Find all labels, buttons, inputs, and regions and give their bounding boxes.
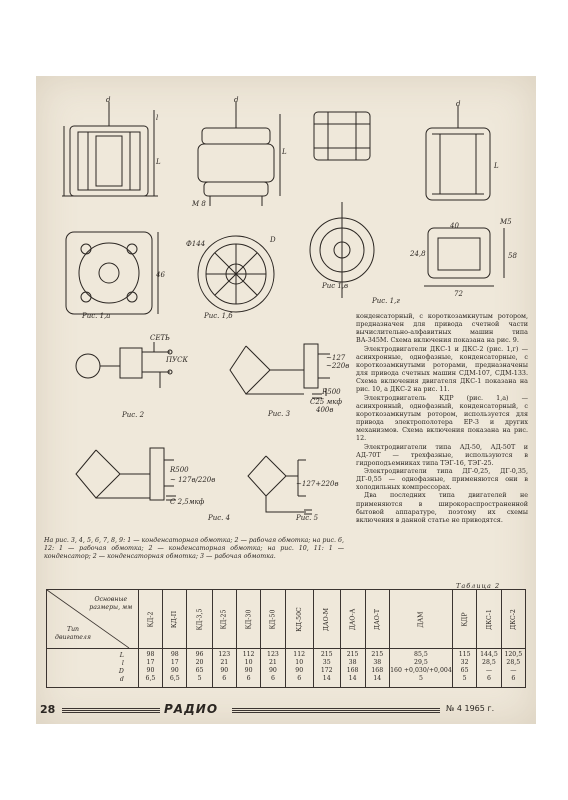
cell-value: 168 [346, 667, 359, 674]
cell-value: 215 [346, 651, 359, 658]
cell-value: 120,5 [504, 651, 523, 658]
table-column-header [340, 590, 365, 649]
paragraph-2: Электродвигатели ДКС-1 и ДКС-2 (рис. 1,г) — асинхронные, однофазные, конденсаторные, с короткозамкнутыми роторами, предназначены для привода счетных машин СДМ-107, СДМ-133. Схема включения двигателя ДКС-1 показана на рис. 10, а ДКС-2 на рис. 11. [356, 344, 528, 394]
figure-legend: На рис. 3, 4, 5, 6, 7, 8, 9: 1 — конденсаторная обмотка; 2 — рабочая обмотка; на рис. 6, 12: 1 — рабочая обмотка; 2 — конденсаторная обмотка; на рис. 10, 11: 1 — конденсатор; 2 — конденсаторная обмотка; 3 — рабочая обмотка. [44, 537, 344, 561]
table-column-header [452, 590, 476, 649]
table-body [47, 649, 526, 688]
caption-fig-5: Рис. 5 [296, 514, 319, 522]
column-header-label: КДР [461, 612, 469, 626]
figure-1b-drawing [184, 94, 294, 314]
m5-label: M5 [500, 218, 512, 226]
row-labels-cell [47, 649, 139, 688]
cell-value: 90 [170, 667, 179, 674]
magazine-page [36, 76, 536, 724]
dim-L-label-g: L [494, 162, 499, 170]
c25-label-4: C 2,5мкф [170, 498, 205, 506]
cell-value: 98 [146, 651, 155, 658]
row-label: d [119, 676, 124, 683]
cell-value: 5 [462, 675, 467, 682]
caption-fig-1a: Рис. 1,а [82, 312, 111, 320]
cell-value: 90 [295, 667, 304, 674]
table-column-header [261, 590, 285, 649]
row-label: L [119, 652, 124, 659]
c25-label: C25 мкф [310, 398, 342, 406]
cell-value: 112 [293, 651, 306, 658]
set-label: СЕТЬ [150, 334, 170, 342]
column-header-label: КД-50С [295, 606, 303, 632]
cell-value: 5 [418, 675, 423, 682]
page-footer [36, 702, 536, 718]
table-cell [313, 649, 340, 688]
cell-value: 6,5 [169, 675, 180, 682]
table-cell [187, 649, 212, 688]
cell-value: 65 [195, 667, 204, 674]
v220-label-4: ~ 127в/220в [170, 476, 216, 484]
dim-d-label-b: d [234, 96, 239, 104]
column-header-label: ДАО-Т [373, 608, 381, 630]
cell-value: 14 [322, 675, 331, 682]
dim-72-label: 72 [454, 290, 463, 298]
column-header-label: КД-2 [146, 611, 154, 627]
cell-value: — [485, 667, 493, 674]
paragraph-1: конденсаторный, с короткозамкнутым ротором, предназначен для привода счетной части вычислительно-алфавитных машин типа ВА-345М. Схема включения показана на рис. 9. [356, 312, 528, 345]
cell-value: 144,5 [480, 651, 498, 658]
table-column-header [285, 590, 313, 649]
table-cell [138, 649, 162, 688]
pusk-label: ПУСК [166, 356, 188, 364]
column-header-label: КД-50 [269, 609, 277, 629]
cell-value: 65 [460, 667, 469, 674]
column-header-label: ДКС-2 [509, 608, 517, 630]
paragraph-4: Электродвигатели типа АД-50, АД-50Т и АД-70Т — трехфазные, используются в гидроподъемниках типа ТЭГ-16, ТЭГ-25. [356, 442, 528, 467]
cell-value: 6 [222, 675, 227, 682]
paragraph-5: Электродвигатели типа ДГ-0,25, ДГ-0,35, ДГ-0,55 — однофазные, применяются они в холодильных компрессорах. [356, 466, 528, 492]
column-header-label: ДАО-А [349, 608, 357, 630]
cell-value: 10 [295, 659, 304, 666]
column-header-label: КД-30 [245, 609, 253, 629]
dim-l-label: l [156, 114, 159, 122]
paragraph-3: Электродвигатель КДР (рис. 1,а) — асинхронный, однофазный, конденсаторный, с короткозамкнутым ротором, используется для привода электрополотера ЕР-3 и других механизмов. Схема включения показана на рис. 12. [356, 393, 528, 443]
cell-value: 6 [297, 675, 302, 682]
cell-value: 215 [371, 651, 384, 658]
table-cell [261, 649, 285, 688]
cell-value: 28,5 [506, 659, 521, 666]
v127-label: ~127 [326, 354, 346, 362]
dim-d-label-g: d [456, 100, 461, 108]
table-column-header [365, 590, 389, 649]
r500-label-4: R500 [170, 466, 189, 474]
dim-L-label: L [156, 158, 161, 166]
dimensions-table [46, 589, 526, 688]
caption-fig-2: Рис. 2 [122, 411, 145, 419]
table-data-row [47, 649, 526, 688]
cell-value: 172 [320, 667, 333, 674]
figure-3-circuit [226, 336, 350, 416]
cell-value: 90 [244, 667, 253, 674]
figure-2-circuit [70, 332, 190, 402]
figure-1v-drawing [304, 102, 384, 302]
column-header-label: ДАО-М [323, 607, 331, 631]
table-cell [236, 649, 260, 688]
cell-value: 6 [246, 675, 251, 682]
cell-value: 38 [373, 659, 382, 666]
cell-value: 6 [511, 675, 516, 682]
cell-value: 6 [270, 675, 275, 682]
column-header-label: ДКС-1 [485, 608, 493, 630]
caption-fig-1g: Рис. 1,г [372, 297, 400, 305]
table-column-header [212, 590, 236, 649]
cell-value: 90 [220, 667, 229, 674]
table-column-header [236, 590, 260, 649]
table-column-header [501, 590, 525, 649]
cell-value: 90 [268, 667, 277, 674]
dim-40-label: 40 [450, 222, 459, 230]
phi144-label: Ф144 [186, 240, 206, 248]
caption-fig-4: Рис. 4 [208, 514, 231, 522]
magazine-name: РАДИО [164, 702, 219, 716]
cell-value: 14 [348, 675, 357, 682]
table-cell [452, 649, 476, 688]
table-cell [477, 649, 501, 688]
footer-rule-left [62, 707, 160, 713]
dim-D-label-b: D [270, 236, 276, 244]
table-column-header [477, 590, 501, 649]
table-cell [340, 649, 365, 688]
cell-value: 215 [320, 651, 333, 658]
cell-value: — [510, 667, 517, 674]
cell-value: 17 [170, 659, 179, 666]
cell-value: 96 [195, 651, 204, 658]
cell-value: 28,5 [482, 659, 496, 666]
dim-46-label: 46 [156, 271, 165, 279]
table-column-header [313, 590, 340, 649]
figure-4-circuit [66, 430, 216, 520]
cell-value: 123 [267, 651, 279, 658]
v400-label: 400в [316, 406, 334, 414]
right-text-column [356, 312, 528, 524]
dim-d-label: d [106, 96, 111, 104]
cell-value: 20 [195, 659, 204, 666]
v127-label-5: ~127+220в [296, 480, 339, 488]
cell-value: 5 [197, 675, 202, 682]
table-cell [365, 649, 389, 688]
table-cell [212, 649, 236, 688]
table-column-header [187, 590, 212, 649]
caption-fig-3: Рис. 3 [268, 410, 291, 418]
table-cell [285, 649, 313, 688]
cell-value: 21 [220, 659, 229, 666]
table-column-header [163, 590, 187, 649]
dim-L-label-b: L [282, 148, 287, 156]
cell-value: 168 [371, 667, 384, 674]
v220-label: ~220в [326, 362, 350, 370]
cell-value: 6 [486, 675, 491, 682]
cell-value: 98 [170, 651, 179, 658]
cell-value: 14 [373, 675, 382, 682]
cell-value: 90 [146, 667, 155, 674]
column-header-label: КД-3,5 [196, 608, 204, 630]
r500-label: R500 [322, 388, 341, 396]
column-header-label: ДАМ [417, 610, 425, 628]
cell-value: 32 [460, 659, 469, 666]
table-column-header [138, 590, 162, 649]
cell-value: 29,5 [414, 659, 428, 666]
cell-value: 115 [458, 651, 471, 658]
cell-value: 21 [268, 659, 277, 666]
cell-value: 123 [218, 651, 231, 658]
table-cell [163, 649, 187, 688]
corner-top-label: Основные размеры, мм [89, 596, 133, 611]
cell-value: 112 [242, 651, 255, 658]
footer-rule-right [232, 707, 440, 713]
table-column-header [389, 590, 452, 649]
figure-1a-drawing [58, 92, 168, 312]
row-label: l [121, 660, 124, 667]
m8-label: M 8 [192, 200, 206, 208]
cell-value: 17 [146, 659, 155, 666]
table-corner-cell [47, 590, 139, 649]
table-cell [389, 649, 452, 688]
dim-24-label: 24,8 [410, 250, 426, 258]
dim-58-label: 58 [508, 252, 517, 260]
cell-value: 6,5 [145, 675, 156, 682]
cell-value: 160 +0,030/+0,004 [390, 667, 452, 674]
caption-fig-1v: Рис 1,в [322, 282, 349, 290]
cell-value: 85,5 [414, 651, 428, 658]
caption-fig-1b: Рис. 1,б [204, 312, 233, 320]
table-title: Таблица 2 [456, 582, 501, 590]
cell-value: 35 [322, 659, 331, 666]
cell-value: 38 [348, 659, 357, 666]
table-header-row [47, 590, 526, 649]
corner-bottom-label: Тип двигателя [55, 626, 91, 641]
issue-number: № 4 1965 г. [446, 704, 495, 713]
cell-value: 10 [244, 659, 253, 666]
figure-1g-drawing [404, 98, 534, 298]
paragraph-6: Два последних типа двигателей не применяются в широкораспространенной бытовой аппаратуре, поэтому их схемы включения в данной статье не приводятся. [356, 491, 528, 524]
table-cell [501, 649, 525, 688]
column-header-label: КД-25 [220, 609, 228, 629]
page-number: 28 [40, 703, 56, 716]
row-label: D [118, 668, 124, 675]
column-header-label: КД-П [171, 610, 179, 628]
